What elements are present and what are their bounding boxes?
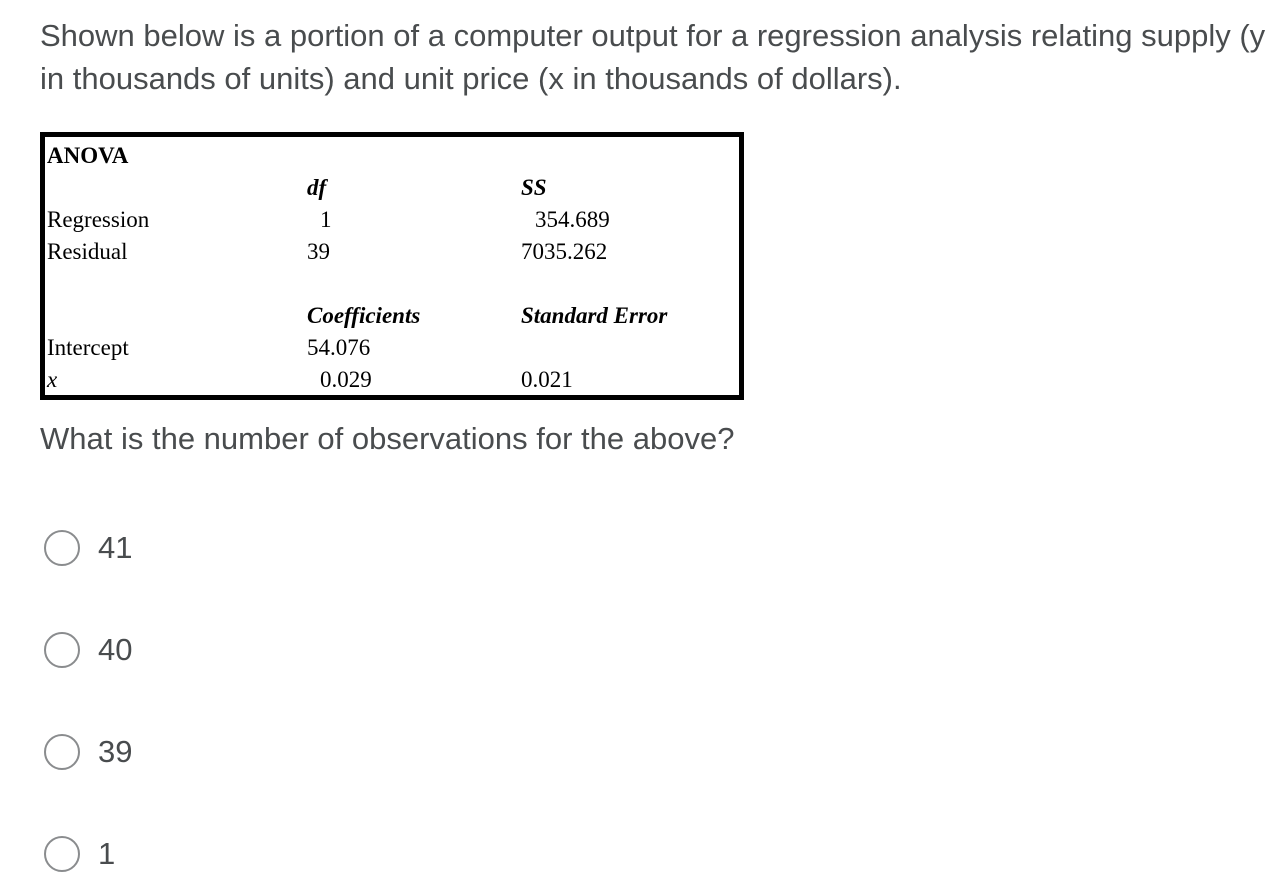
option-label[interactable]: 41 [98,530,133,565]
regression-df: 1 [320,207,332,232]
coefficients-header: Coefficients [307,303,421,328]
intercept-label: Intercept [47,335,129,360]
radio-circle-icon[interactable] [44,734,80,770]
radio-circle-icon[interactable] [44,836,80,872]
question-prompt: Shown below is a portion of a computer output for a regression analysis relating supply (y in thousands of units) and unit price (x in thousands of dollars). [40,18,1266,96]
residual-label: Residual [47,239,128,264]
option-39[interactable] [44,727,132,777]
radio-circle-icon[interactable] [44,632,80,668]
option-41[interactable] [44,523,132,573]
option-label[interactable]: 1 [98,836,116,871]
x-label: x [47,367,58,392]
intercept-coefficient: 54.076 [307,335,371,360]
x-standard-error: 0.021 [521,367,573,392]
ss-header: SS [521,175,547,200]
option-1[interactable] [44,829,115,879]
anova-title: ANOVA [47,143,129,168]
option-40[interactable] [44,625,132,675]
option-label[interactable]: 39 [98,734,133,769]
anova-output-table [40,132,744,400]
radio-circle-icon[interactable] [44,530,80,566]
df-header: df [307,175,327,200]
residual-df: 39 [307,239,330,264]
x-coefficient: 0.029 [320,367,372,392]
option-label[interactable]: 40 [98,632,133,667]
residual-ss: 7035.262 [521,239,608,264]
standard-error-header: Standard Error [521,303,668,328]
question-ask: What is the number of observations for the above? [40,421,735,456]
regression-label: Regression [47,207,150,232]
regression-ss: 354.689 [535,207,610,232]
